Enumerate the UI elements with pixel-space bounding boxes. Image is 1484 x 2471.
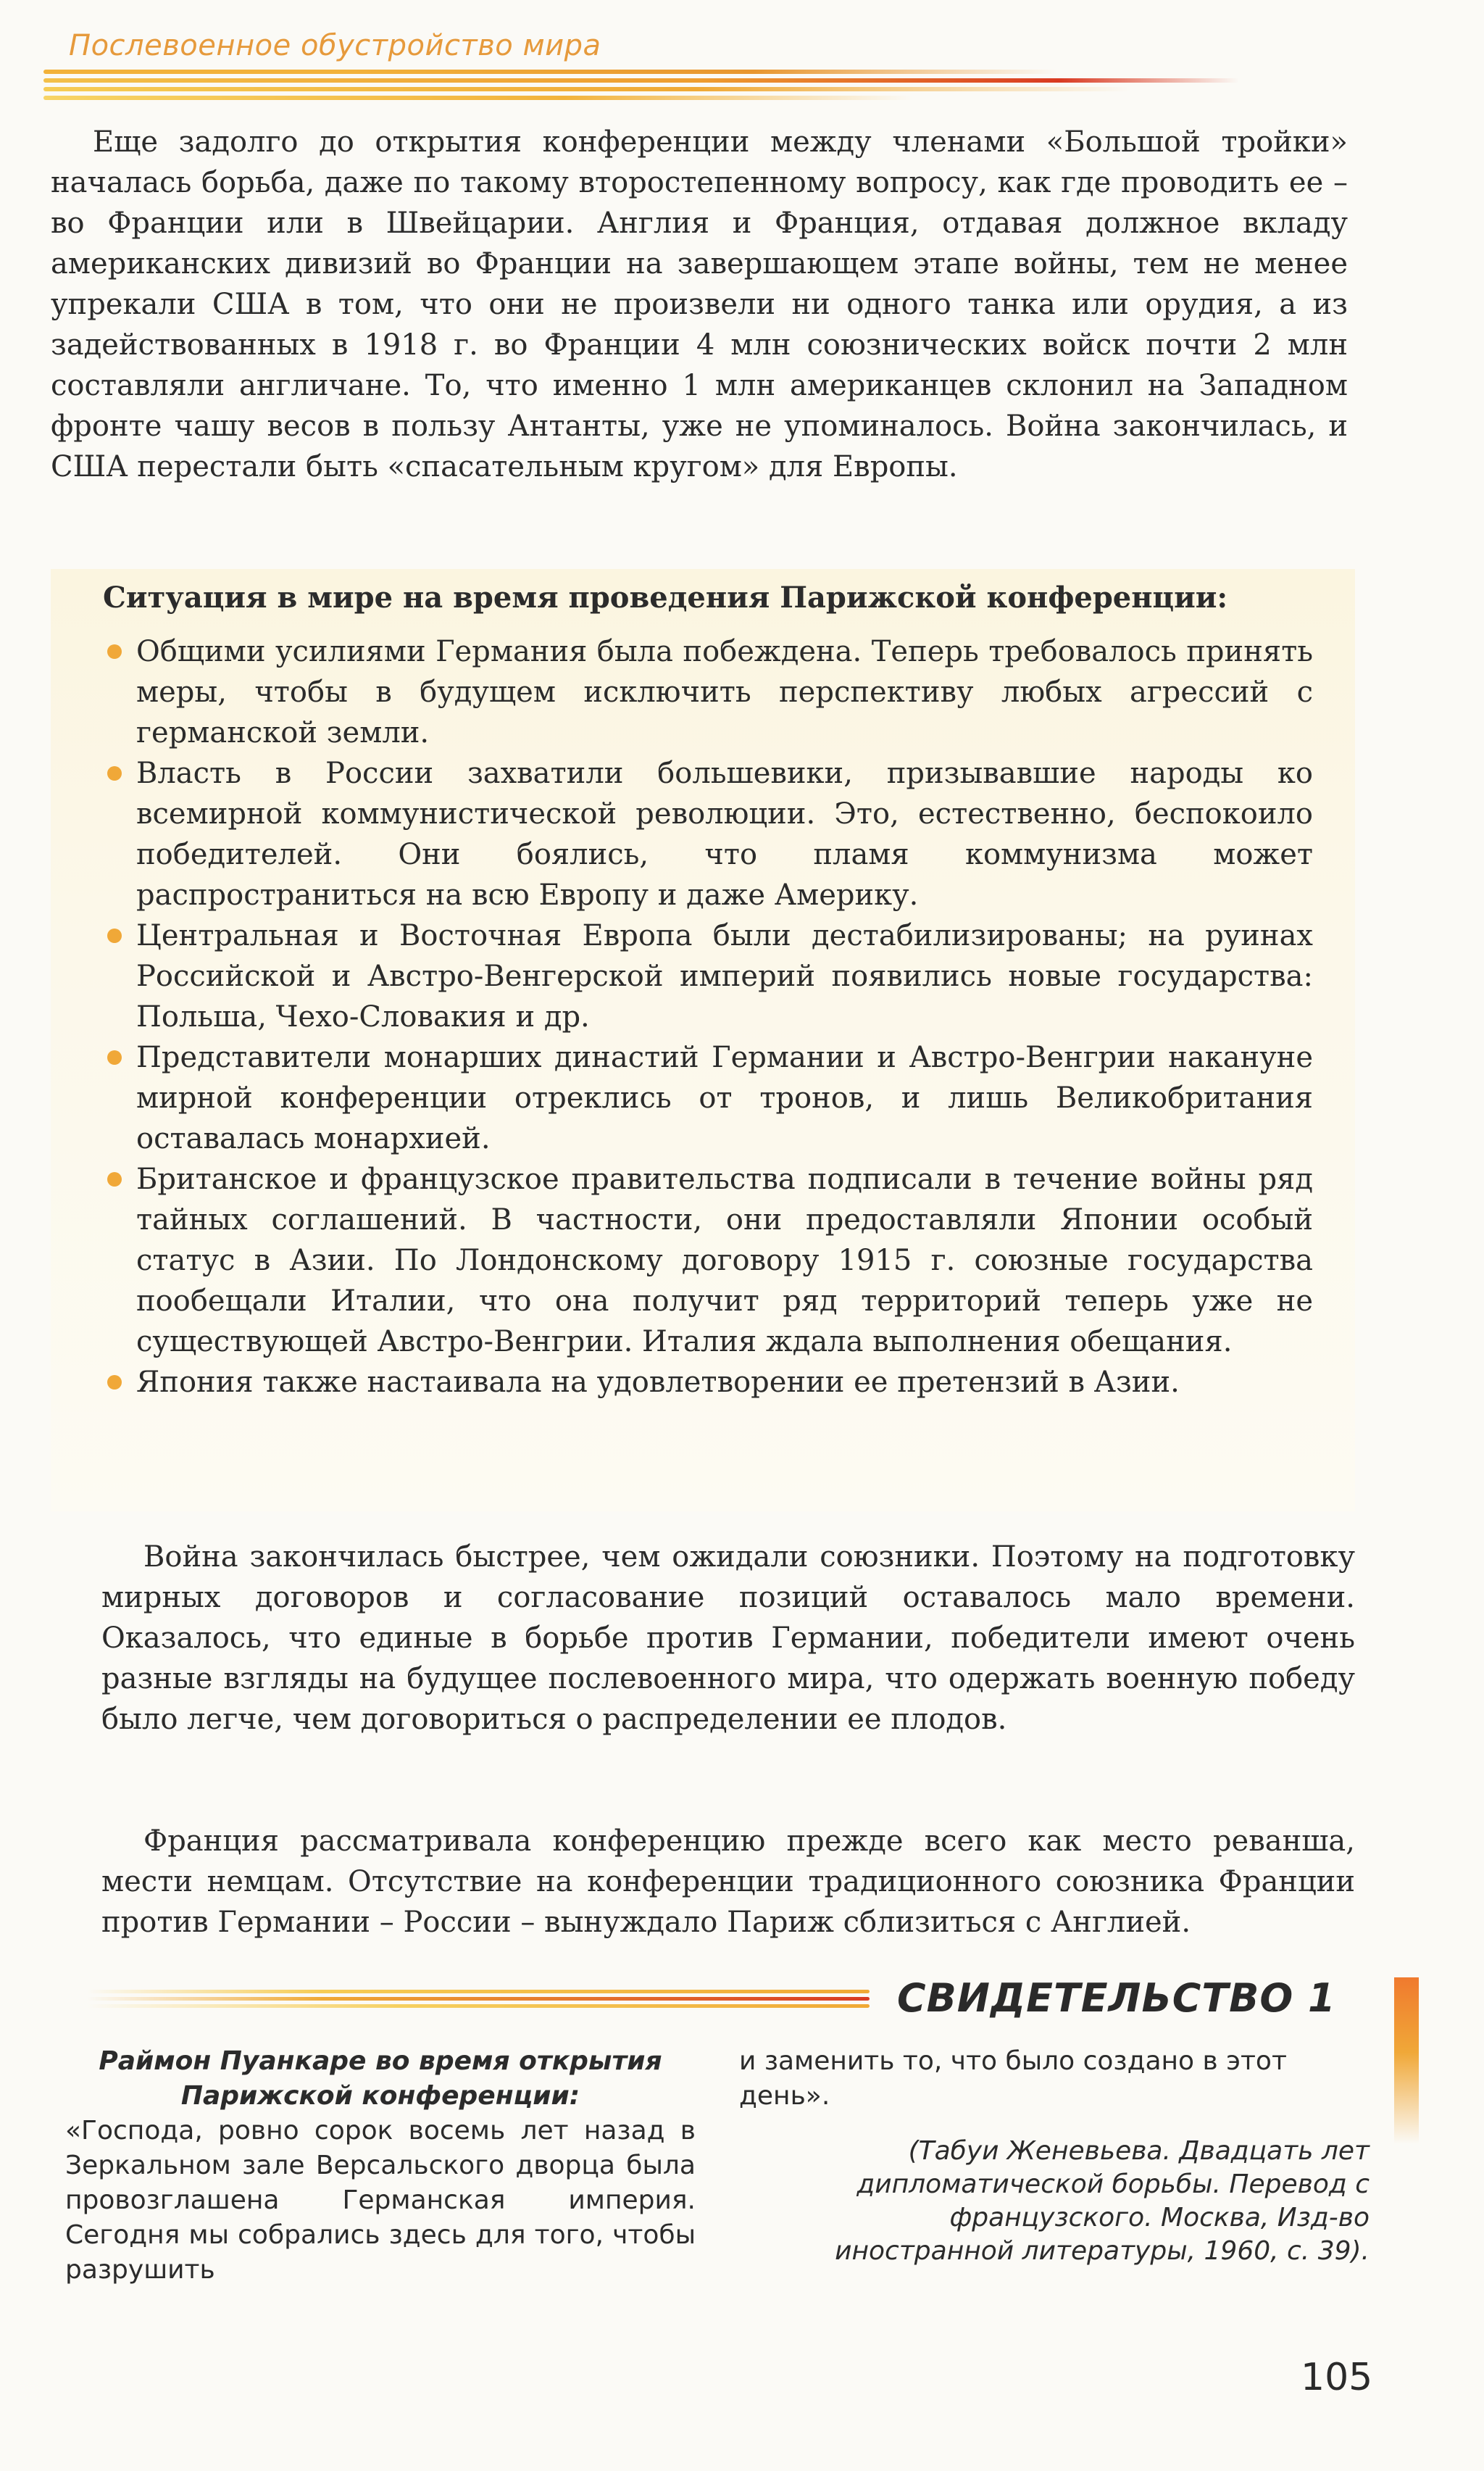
situation-item bbox=[103, 1362, 1313, 1403]
situation-title: Ситуация в мире на время проведения Парижской конференции: bbox=[103, 581, 1228, 615]
bullet-icon bbox=[107, 929, 122, 943]
situation-item-text: Британское и французское правительства подписали в течение войны ряд тайных соглашений. В частности, они предоставляли Японии особый статус в Азии. По Лондонскому договору 1915 г. союзные государства пообещали Италии, что она получит ряд территорий теперь уже не существующей Австро-Венгрии. Италия ждала выполнения обещания. bbox=[136, 1163, 1313, 1358]
paragraph-war-ended: Война закончилась быстрее, чем ожидали союзники. Поэтому на подготовку мирных договоров и согласование позиций оставалось мало времени. Оказалось, что единые в борьбе против Германии, победители имеют очень разные взгляды на будущее послевоенного мира, что одержать военную победу было легче, чем договориться о распределении ее плодов. bbox=[101, 1540, 1355, 1736]
header-rule-line bbox=[43, 78, 1239, 83]
bullet-icon bbox=[107, 1172, 122, 1187]
header-rule-line bbox=[43, 96, 913, 100]
situation-box bbox=[51, 569, 1355, 1511]
situation-item-text: Центральная и Восточная Европа были дестабилизированы; на руинах Российской и Австро-Венгерской империй появились новые государства: Польша, Чехо-Словакия и др. bbox=[136, 919, 1313, 1034]
evidence-rule-line bbox=[87, 2004, 870, 2008]
evidence-rule-line bbox=[87, 1997, 870, 2001]
situation-item-text: Япония также настаивала на удовлетворении ее претензий в Азии. bbox=[136, 1366, 1180, 1399]
bullet-icon bbox=[107, 1375, 122, 1390]
evidence-title: СВИДЕТЕЛЬСТВО 1 bbox=[897, 1975, 1336, 2021]
paragraph-france: Франция рассматривала конференцию прежде всего как место реванша, мести немцам. Отсутствие на конференции традиционного союзника Франции против Германии – России – вынуждало Париж сблизиться с Англией. bbox=[101, 1824, 1355, 1939]
evidence-quote-end: и заменить то, что было создано в этот день». bbox=[739, 2046, 1287, 2111]
header-rule-line bbox=[43, 70, 1058, 74]
header-decorative-rule bbox=[43, 70, 1348, 103]
situation-item bbox=[103, 915, 1313, 1037]
bullet-icon bbox=[107, 766, 122, 781]
evidence-rule-line bbox=[87, 1990, 870, 1993]
evidence-left-column bbox=[65, 2044, 696, 2288]
paragraph-intro: Еще задолго до открытия конференции между членами «Большой тройки» началась борьба, даже по такому второстепенному вопросу, как где проводить ее – во Франции или в Швейцарии. Англия и Франция, отдавая должное вкладу американских дивизий во Франции на завершающем этапе войны, тем не менее упрекали США в том, что они не произвели ни одного танка или орудия, а из задействованных в 1918 г. во Франции 4 млн союзнических войск почти 2 млн составляли англичане. То, что именно 1 млн американцев склонил на Западном фронте чашу весов в пользу Антанты, уже не упоминалось. Война закончилась, и США перестали быть «спасательным кругом» для Европы. bbox=[51, 125, 1348, 483]
situation-item-text: Общими усилиями Германия была побеждена. Теперь требовалось принять меры, чтобы в будущем исключить перспективу любых агрессий с германской земли. bbox=[136, 635, 1313, 749]
evidence-author: Раймон Пуанкаре во время открытия Парижской конференции: bbox=[99, 2046, 662, 2111]
situation-item-text: Представители монарших династий Германии и Австро-Венгрии накануне мирной конференции отреклись от тронов, и лишь Великобритания оставалась монархией. bbox=[136, 1041, 1313, 1155]
situation-list bbox=[103, 631, 1313, 1403]
page-number: 105 bbox=[1301, 2356, 1373, 2399]
situation-item bbox=[103, 1037, 1313, 1159]
bullet-icon bbox=[107, 644, 122, 659]
situation-item bbox=[103, 753, 1313, 915]
situation-item bbox=[103, 631, 1313, 753]
header-rule-line bbox=[43, 87, 1130, 91]
evidence-source: (Табуи Женевьева. Двадцать лет дипломатической борьбы. Перевод с французского. Москва, Изд-во иностранной литературы, 1960, с. 39). bbox=[835, 2136, 1370, 2266]
evidence-side-bar bbox=[1394, 1977, 1419, 2144]
running-header: Послевоенное обустройство мира bbox=[69, 29, 601, 62]
bullet-icon bbox=[107, 1050, 122, 1065]
situation-item-text: Власть в России захватили большевики, призывавшие народы ко всемирной коммунистической революции. Это, естественно, беспокоило победителей. Они боялись, что пламя коммунизма может распространиться на всю Европу и даже Америку. bbox=[136, 757, 1313, 912]
evidence-right-column bbox=[739, 2044, 1370, 2114]
evidence-quote-start: «Господа, ровно сорок восемь лет назад в Зеркальном зале Версальского дворца была провозглашена Германская империя. Сегодня мы собрались здесь для того, чтобы разрушить bbox=[65, 2116, 696, 2285]
situation-item bbox=[103, 1159, 1313, 1362]
evidence-decorative-rule bbox=[87, 1990, 870, 2016]
